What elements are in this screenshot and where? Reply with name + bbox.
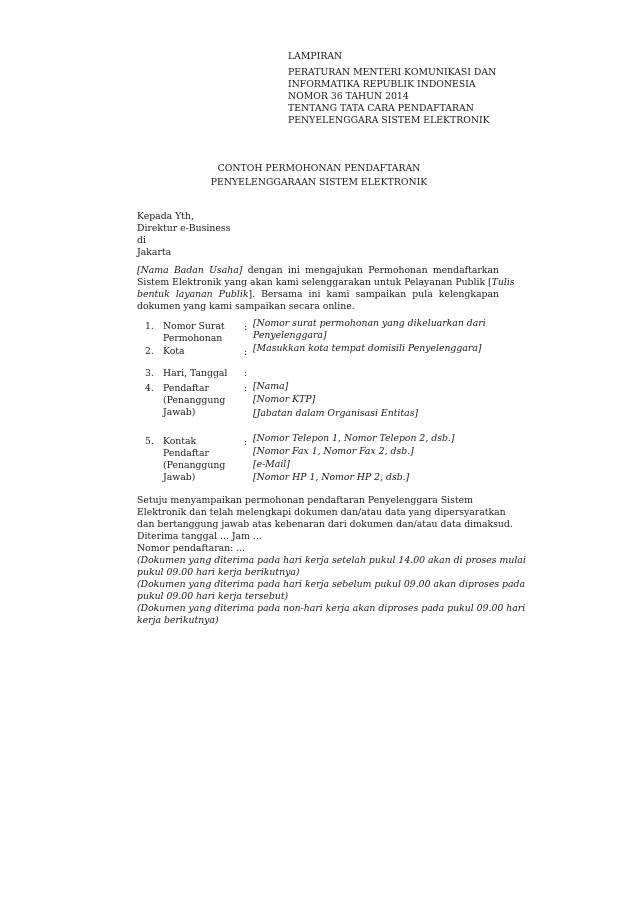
- header-number: NOMOR 36 TAHUN 2014: [288, 91, 409, 102]
- item-value: Penyelenggara]: [253, 330, 327, 341]
- item-value: [Nomor KTP]: [253, 394, 316, 405]
- item-value: [Nomor Telepon 1, Nomor Telepon 2, dsb.]: [253, 433, 455, 444]
- note-line: kerja berikutnya): [137, 615, 219, 626]
- note-line: (Dokumen yang diterima pada non-hari kerja akan diproses pada pukul 09.00 hari: [137, 603, 526, 614]
- address-line: Jakarta: [137, 247, 172, 258]
- address-line: di: [137, 235, 146, 246]
- registration-number: Nomor pendaftaran: ...: [137, 543, 246, 554]
- item-value: [e-Mail]: [253, 459, 290, 470]
- header-lampiran: LAMPIRAN: [288, 51, 343, 62]
- note-line: pukul 09.00 hari kerja berikutnya): [137, 567, 300, 578]
- item-number: 2.: [145, 346, 154, 357]
- item-value: [Nama]: [253, 381, 289, 392]
- header-regulation: PERATURAN MENTERI KOMUNIKASI DAN: [288, 67, 497, 78]
- closing-line: Setuju menyampaikan permohonan pendaftaran Penyelenggara Sistem: [137, 495, 473, 506]
- item-label: Jawab): [163, 407, 196, 418]
- item-label: Nomor Surat: [163, 321, 225, 332]
- header-ministry: INFORMATIKA REPUBLIK INDONESIA: [288, 79, 476, 90]
- item-colon: :: [244, 322, 248, 333]
- item-value: [Nomor Fax 1, Nomor Fax 2, dsb.]: [253, 446, 414, 457]
- item-label: Hari, Tanggal: [163, 368, 228, 379]
- item-value: [Nomor HP 1, Nomor HP 2, dsb.]: [253, 472, 410, 483]
- item-label: Kota: [163, 346, 185, 357]
- item-colon: :: [244, 347, 248, 358]
- item-label: Pendaftar: [163, 448, 209, 459]
- item-label: Kontak: [163, 436, 197, 447]
- item-value: [Jabatan dalam Organisasi Entitas]: [253, 408, 419, 419]
- title-line-1: CONTOH PERMOHONAN PENDAFTARAN: [217, 163, 421, 174]
- header-subject: TENTANG TATA CARA PENDAFTARAN: [288, 103, 474, 114]
- address-line: Direktur e-Business: [137, 223, 231, 234]
- item-colon: :: [244, 437, 248, 448]
- title-line-2: PENYELENGGARAAN SISTEM ELEKTRONIK: [210, 177, 428, 188]
- item-value: [Masukkan kota tempat domisili Penyelenggara]: [253, 343, 482, 354]
- item-value: [Nomor surat permohonan yang dikeluarkan dari: [253, 318, 486, 329]
- intro-line-4: dokumen yang kami sampaikan secara online.: [137, 301, 355, 312]
- item-number: 4.: [145, 383, 154, 394]
- closing-line: dan bertanggung jawab atas kebenaran dari dokumen dan/atau data dimaksud.: [137, 519, 513, 530]
- item-number: 3.: [145, 368, 154, 379]
- header-subject-2: PENYELENGGARA SISTEM ELEKTRONIK: [288, 115, 490, 126]
- item-label: (Penanggung: [163, 395, 226, 406]
- intro-line-1: [Nama Badan Usaha] dengan ini mengajukan Permohonan mendaftarkan: [137, 265, 499, 276]
- item-colon: :: [244, 368, 248, 379]
- received-date: Diterima tanggal ... Jam ...: [137, 531, 262, 542]
- item-label: Permohonan: [163, 333, 223, 344]
- address-line: Kepada Yth,: [137, 211, 194, 222]
- note-line: (Dokumen yang diterima pada hari kerja setelah pukul 14.00 akan di proses mulai: [137, 555, 526, 566]
- note-line: pukul 09.00 hari kerja tersebut): [137, 591, 289, 602]
- item-colon: :: [244, 383, 248, 394]
- item-number: 5.: [145, 436, 154, 447]
- closing-line: Elektronik dan telah melengkapi dokumen dan/atau data yang dipersyaratkan: [137, 507, 506, 518]
- note-line: (Dokumen yang diterima pada hari kerja sebelum pukul 09.00 akan diproses pada: [137, 579, 526, 590]
- item-label: Pendaftar: [163, 383, 209, 394]
- item-label: (Penanggung: [163, 460, 226, 471]
- item-label: Jawab): [163, 472, 196, 483]
- intro-line-3: bentuk layanan Publik]. Bersama ini kami sampaikan pula kelengkapan: [137, 289, 500, 300]
- item-number: 1.: [145, 321, 154, 332]
- intro-line-2: Sistem Elektronik yang akan kami selenggarakan untuk Pelayanan Publik [Tulis: [137, 277, 515, 288]
